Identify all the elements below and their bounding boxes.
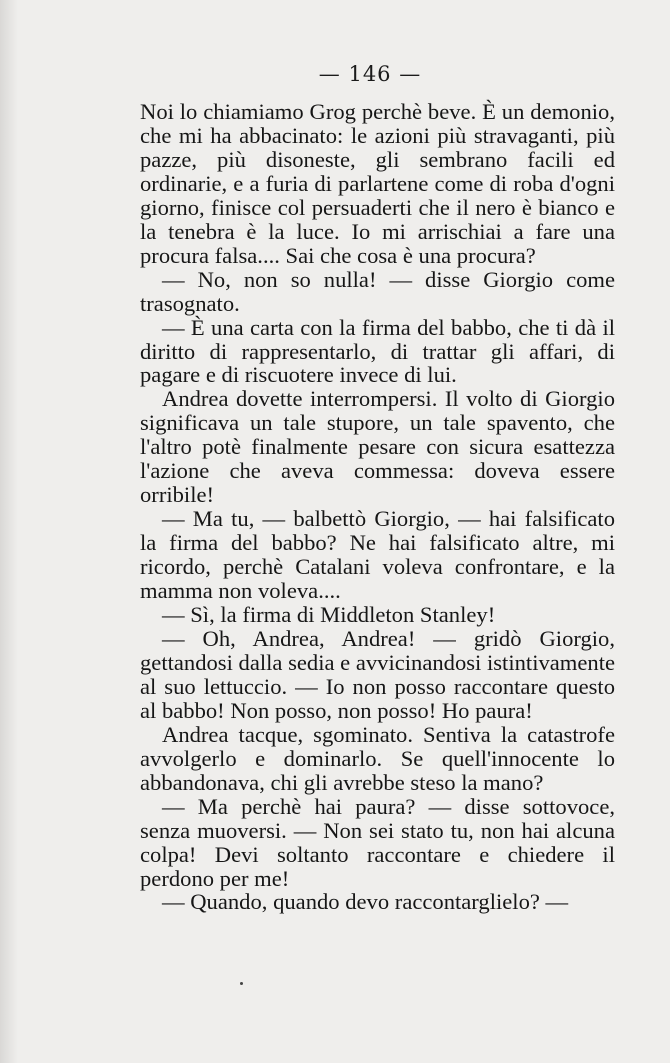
paragraph: Andrea tacque, sgominato. Sentiva la catastrofe avvolgerlo e dominarlo. Se quell'innocente lo abbandonava, chi gli avrebbe steso la mano? (140, 721, 615, 795)
paragraph: — Ma tu, — balbettò Giorgio, — hai falsificato la firma del babbo? Ne hai falsificato altre, mi ricordo, perchè Catalani voleva confrontare, e la mamma non voleva.... (140, 506, 615, 604)
paragraph: — Sì, la firma di Middleton Stanley! (162, 602, 496, 628)
paragraph: — No, non so nulla! — disse Giorgio come trasognato. (140, 266, 615, 316)
paragraph: Andrea dovette interrompersi. Il volto di Giorgio significava un tale stupore, un tale spavento, che l'altro potè finalmente pesare con sicura esattezza l'azione che aveva commessa: doveva essere orribile! (140, 386, 615, 508)
paragraph: — Quando, quando devo raccontarglielo? — (162, 889, 569, 915)
paragraph: — Ma perchè hai paura? — disse sottovoce, senza muoversi. — Non sei stato tu, non hai alcuna colpa! Devi soltanto raccontare e chiedere il perdono per me! (140, 793, 615, 891)
paragraph: — È una carta con la firma del babbo, che ti dà il diritto di rappresentarlo, di trattar gli affari, di pagare e di riscuotere invece di lui. (140, 314, 615, 388)
paragraph: — Oh, Andrea, Andrea! — gridò Giorgio, gettandosi dalla sedia e avvicinandosi istintivamente al suo lettuccio. — Io non posso raccontare questo al babbo! Non posso, non posso! Ho paura! (140, 625, 615, 723)
paper-speck (240, 982, 243, 985)
paragraph: Noi lo chiamiamo Grog perchè beve. È un demonio, che mi ha abbacinato: le azioni più stravaganti, più pazze, più disoneste, gli sembrano facili ed ordinarie, e a furia di parlartene come di roba d'ogni giorno, finisce col persuaderti che il nero è bianco e la tenebra è la luce. Io mi arrischiai a fare una procura falsa.... Sai che cosa è una procura? (140, 99, 615, 268)
body-text (140, 100, 615, 914)
page-number: — 146 — (318, 62, 422, 86)
page-edge-shadow (0, 0, 18, 1063)
